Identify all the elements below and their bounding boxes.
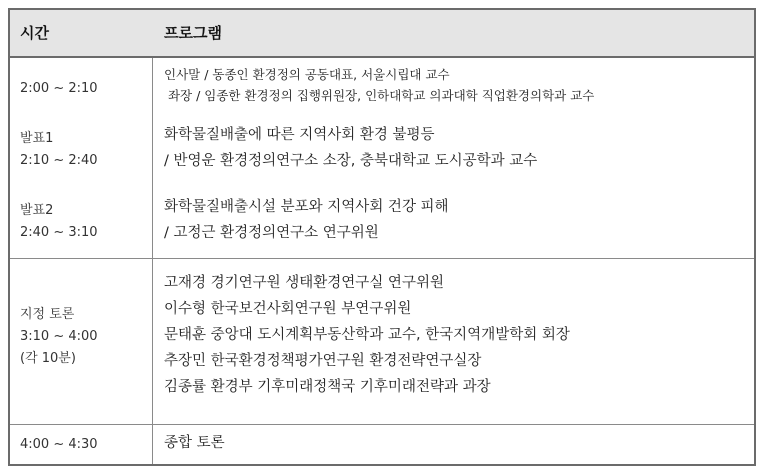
panelist: 추장민 한국환경정책평가연구원 환경전략연구실장	[164, 353, 482, 369]
session-label: 발표1	[20, 131, 54, 146]
presenter: / 반영운 환경정의연구소 소장, 충북대학교 도시공학과 교수	[164, 153, 538, 169]
row-discussion-time	[20, 304, 98, 370]
row-general-discussion-program	[164, 430, 225, 456]
session-label: 발표2	[20, 203, 54, 218]
presentation-title: 화학물질배출에 따른 지역사회 환경 불평등	[164, 127, 435, 143]
row-presentation2-time	[20, 200, 98, 244]
time-text: 3:10 ~ 4:00	[20, 329, 98, 344]
header-time: 시간	[20, 24, 49, 42]
row-general-discussion-time	[20, 434, 98, 456]
time-note: (각 10분)	[20, 351, 76, 366]
row-divider	[10, 258, 754, 259]
panelist: 문태훈 중앙대 도시계획부동산학과 교수, 한국지역개발학회 회장	[164, 327, 570, 343]
row-opening-program	[164, 64, 594, 106]
presenter: / 고정근 환경정의연구소 연구위원	[164, 225, 379, 241]
row-discussion-program	[164, 270, 570, 400]
row-divider	[10, 424, 754, 425]
panelist: 고재경 경기연구원 생태환경연구실 연구위원	[164, 275, 444, 291]
time-text: 4:00 ~ 4:30	[20, 437, 98, 452]
time-text: 2:00 ~ 2:10	[20, 81, 98, 96]
program-schedule-table	[8, 8, 756, 466]
panelist: 김종률 환경부 기후미래정책국 기후미래전략과 과장	[164, 379, 491, 395]
session-label: 지정 토론	[20, 307, 75, 322]
column-divider	[152, 10, 153, 464]
row-opening-time	[20, 78, 98, 100]
panelist: 이수형 한국보건사회연구원 부연구위원	[164, 301, 412, 317]
row-presentation1-program	[164, 122, 537, 174]
time-text: 2:40 ~ 3:10	[20, 225, 98, 240]
table-header	[10, 10, 754, 58]
program-line: 좌장 / 임종한 환경정의 집행위원장, 인하대학교 의과대학 직업환경의학과 교수	[164, 88, 595, 103]
program-line: 인사말 / 동종인 환경정의 공동대표, 서울시립대 교수	[164, 67, 450, 82]
time-text: 2:10 ~ 2:40	[20, 153, 98, 168]
presentation-title: 화학물질배출시설 분포와 지역사회 건강 피해	[164, 199, 449, 215]
program-line: 종합 토론	[164, 435, 225, 451]
row-presentation2-program	[164, 194, 449, 246]
row-presentation1-time	[20, 128, 98, 172]
header-program: 프로그램	[164, 24, 222, 42]
